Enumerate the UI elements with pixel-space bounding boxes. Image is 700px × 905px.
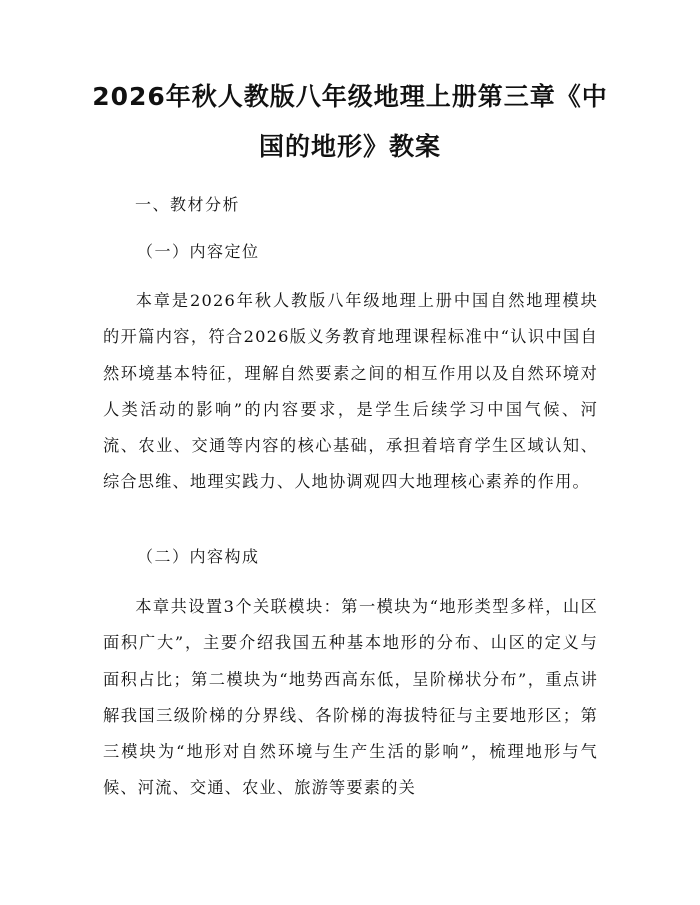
document-title: 2026年秋人教版八年级地理上册第三章《中国的地形》教案 xyxy=(92,82,608,161)
paragraph-content-structure xyxy=(103,589,598,807)
paragraph-text: 本章共设置3个关联模块：第一模块为“地形类型多样，山区面积广大”，主要介绍我国五种基本地形的分布、山区的定义与面积占比；第二模块为“地势西高东低，呈阶梯状分布”，重点讲解我国三级阶梯的分界线、各阶梯的海拔特征与主要地形区；第三模块为“地形对自然环境与生产生活的影响”，梳理地形与气候、河流、交通、农业、旅游等要素的关 xyxy=(103,597,598,798)
subsection-heading-content-structure: （二）内容构成 xyxy=(137,547,260,566)
section-heading-textbook-analysis: 一、教材分析 xyxy=(135,195,241,214)
subsection-heading-content-positioning: （一）内容定位 xyxy=(137,242,260,261)
paragraph-text: 本章是2026年秋人教版八年级地理上册中国自然地理模块的开篇内容，符合2026版义务教育地理课程标准中“认识中国自然环境基本特征，理解自然要素之间的相互作用以及自然环境对人类活动的影响”的内容要求，是学生后续学习中国气候、河流、农业、交通等内容的核心基础，承担着培育学生区域认知、综合思维、地理实践力、人地协调观四大地理核心素养的作用。 xyxy=(103,291,598,492)
paragraph-content-positioning xyxy=(103,283,598,501)
